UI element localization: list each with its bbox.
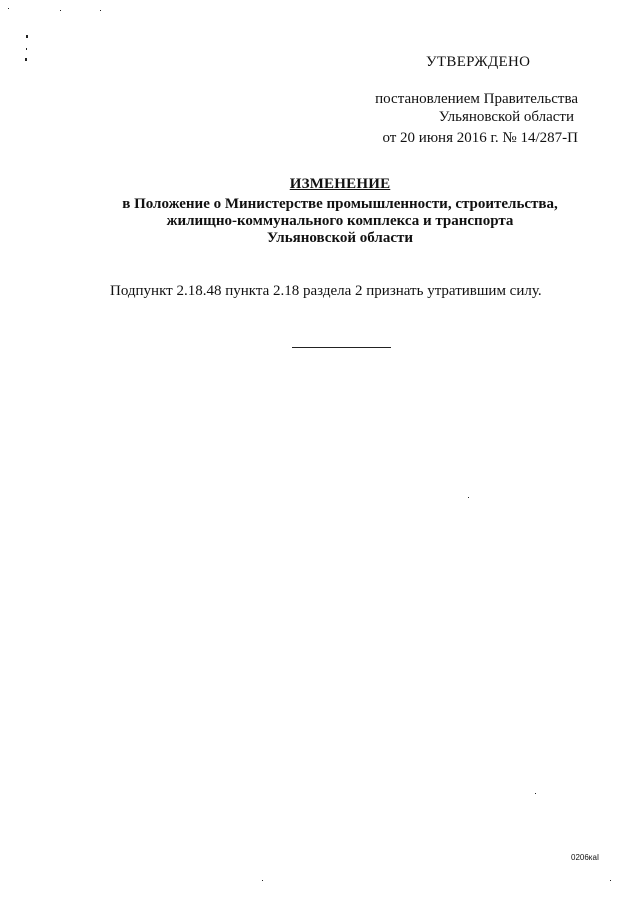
separator-line [292, 347, 391, 348]
approval-title: УТВЕРЖДЕНО [426, 54, 531, 70]
body-paragraph: Подпункт 2.18.48 пункта 2.18 раздела 2 признать утратившим силу. [110, 283, 542, 299]
document-subtitle-line-1: в Положение о Министерстве промышленности, строительства, [122, 196, 558, 212]
scan-speck [26, 35, 28, 38]
document-subtitle-line-2: жилищно-коммунального комплекса и транспорта [166, 213, 514, 229]
scan-speck [468, 497, 469, 498]
footer-document-code: 0206каI [571, 853, 600, 862]
scan-speck [26, 48, 27, 50]
approval-line-2: Ульяновской области [438, 109, 574, 125]
document-subtitle-line-3: Ульяновской области [266, 230, 414, 246]
scan-speck [25, 58, 27, 61]
document-title: ИЗМЕНЕНИЕ [289, 176, 391, 192]
scan-speck [60, 10, 61, 11]
scan-speck [535, 793, 536, 794]
scan-speck [262, 880, 263, 881]
approval-date-number: от 20 июня 2016 г. № 14/287-П [382, 130, 578, 146]
scan-speck [610, 880, 611, 881]
scan-speck [8, 8, 9, 9]
scan-speck [100, 10, 101, 11]
approval-line-1: постановлением Правительства [375, 91, 578, 107]
